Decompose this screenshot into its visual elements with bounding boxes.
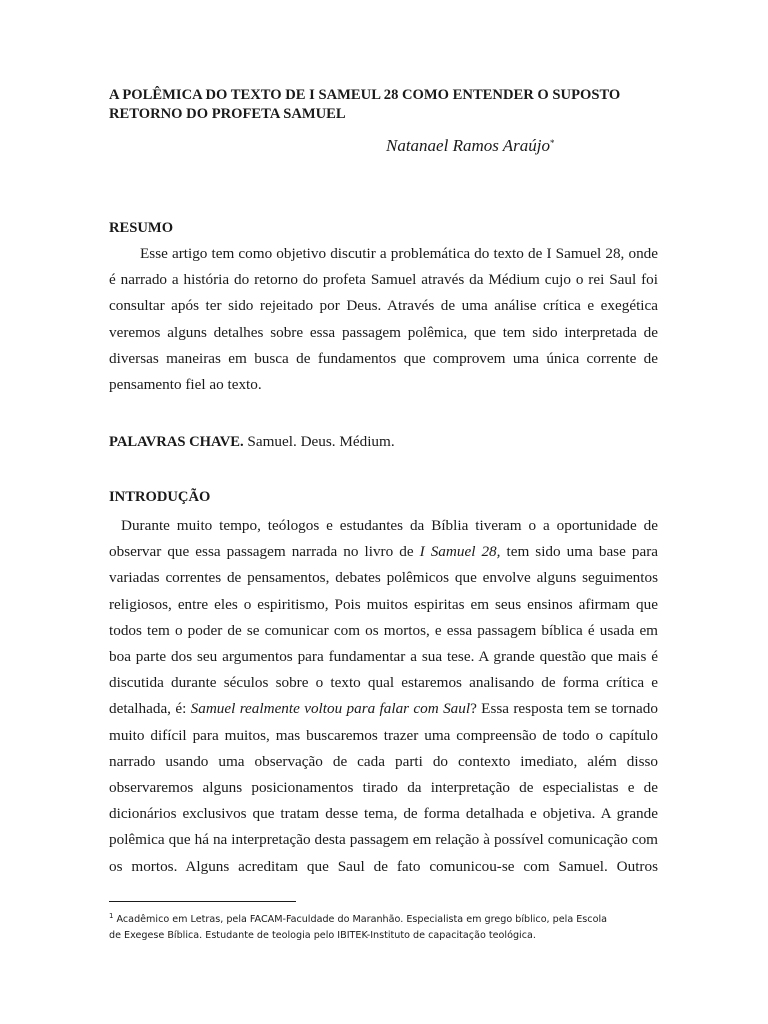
resumo-line: pensamento fiel ao texto. [109, 376, 262, 394]
intro-line: observaremos alguns posicionamentos tirado da interpretação de especialistas e de [109, 779, 658, 797]
resumo-line: é narrado a história do retorno do profeta Samuel através da Médium cujo o rei Saul foi [109, 271, 658, 289]
introducao-heading: INTRODUÇÃO [109, 489, 211, 505]
title-line-2: RETORNO DO PROFETA SAMUEL [109, 106, 346, 122]
author-name [386, 132, 555, 157]
intro-line: todos tem o poder de se comunicar com os mortos, e essa passagem bíblica é usada em [109, 621, 658, 639]
intro-italic-ref: I Samuel 28, [419, 543, 501, 561]
author-name-text: Natanael Ramos Araújo [386, 136, 551, 155]
intro-italic-question: Samuel realmente voltou para falar com Saul [190, 700, 471, 718]
footnote-line-1: Acadêmico em Letras, pela FACAM-Faculdade do Maranhão. Especialista em grego bíblico, pela Escola [113, 914, 607, 925]
introducao-paragraph [109, 513, 658, 880]
resumo-line: diversas maneiras em busca de fundamentos que comprovem uma única corrente de [109, 349, 658, 367]
resumo-line: veremos alguns detalhes sobre essa passagem polêmica, que tem sido interpretada de [109, 323, 658, 341]
intro-line: detalhada, é: Samuel realmente voltou para falar com Saul? Essa resposta tem se tornado [109, 700, 658, 718]
intro-line: muito difícil para muitos, mas buscaremos trazer uma compreensão de todo o capítulo [109, 726, 658, 744]
keywords-label: PALAVRAS CHAVE. [109, 434, 244, 450]
intro-line: variadas correntes de pensamentos, debates polêmicos que envolve alguns seguimentos [109, 569, 658, 587]
resumo-heading: RESUMO [109, 220, 174, 236]
intro-line: polêmica que há na interpretação desta passagem em relação à possível comunicação com [109, 831, 658, 849]
intro-line: boa parte dos seu argumentos para fundamentar a sua tese. A grande questão que mais é [109, 648, 658, 666]
intro-line: dicionários exclusivos que tratam desse tema, de forma detalhada e objetiva. A grande [109, 805, 658, 823]
article-title [109, 86, 669, 124]
resumo-paragraph [109, 241, 658, 398]
intro-line: discutida durante séculos sobre o texto qual estaremos analisando de forma crítica e [109, 674, 658, 692]
resumo-line: Esse artigo tem como objetivo discutir a problemática do texto de I Samuel 28, onde [140, 245, 658, 262]
intro-line: religiosos, entre eles o espiritismo, Pois muitos espiritas em seus ensinos afirmam que [109, 595, 658, 613]
intro-line: Durante muito tempo, teólogos e estudantes da Bíblia tiveram o a oportunidade de [121, 517, 658, 534]
footnote-mark: 1 [109, 912, 114, 920]
footnote [109, 908, 669, 944]
title-line-1: A POLÊMICA DO TEXTO DE I SAMEUL 28 COMO ENTENDER O SUPOSTO [109, 87, 621, 103]
keywords-text: Samuel. Deus. Médium. [243, 433, 395, 450]
intro-line: observar que essa passagem narrada no livro de I Samuel 28, tem sido uma base para [109, 543, 659, 561]
intro-line: narrado usando uma observação de cada parti do contexto imediato, além disso [109, 752, 658, 770]
resumo-line: consultar após ter sido rejeitado por Deus. Através de uma análise crítica e exegética [109, 297, 658, 315]
intro-line: os mortos. Alguns acreditam que Saul de fato comunicou-se com Samuel. Outros [109, 857, 658, 875]
keywords [109, 432, 395, 452]
footnote-line-2: de Exegese Bíblica. Estudante de teologia pelo IBITEK-Instituto de capacitação teológica. [109, 930, 536, 941]
footnote-separator [109, 901, 296, 902]
author-footnote-mark: * [550, 138, 555, 148]
